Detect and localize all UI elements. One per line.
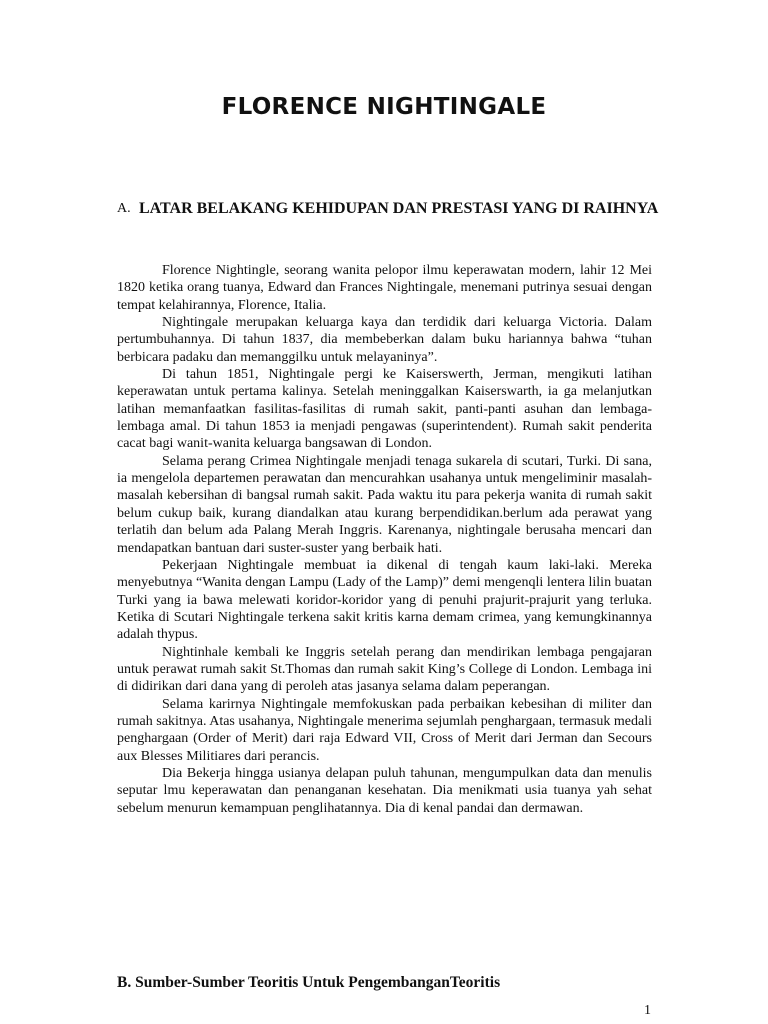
paragraph: Di tahun 1851, Nightingale pergi ke Kaiserswerth, Jerman, mengikuti latihan keperawatan untuk pertama kalinya. Setelah meninggalkan Kaiserswarth, ia ga melanjutkan latihan memanfaatkan fasilitas-fasilitas di rumah sakit, panti-panti asuhan dan lembaga-lembaga amal. Di tahun 1853 ia menjadi pengawas (superintendent). Rumah sakit penderita cacat bagi wanit-wanita keluarga bangsawan di London. xyxy=(117,367,652,452)
section-a-letter: A. xyxy=(117,201,131,216)
paragraph: Florence Nightingle, seorang wanita pelopor ilmu keperawatan modern, lahir 12 Mei 1820 ketika orang tuanya, Edward dan Frances Nightingale, menemani putrinya sesuai dengan tempat kelahirannya, Florence, Italia. xyxy=(117,263,652,313)
section-a xyxy=(117,197,662,221)
section-b-heading: B. Sumber-Sumber Teoritis Untuk PengembanganTeoritis xyxy=(117,974,501,991)
paragraph: Dia Bekerja hingga usianya delapan puluh tahunan, mengumpulkan data dan menulis seputar lmu keperawatan dan penanganan kesehatan. Dia menikmati usia tuanya yah sehat sebelum menurun kemampuan penglihatannya. Dia di kenal pandai dan dermawan. xyxy=(117,765,652,816)
paragraph: Selama perang Crimea Nightingale menjadi tenaga sukarela di scutari, Turki. Di sana, ia mengelola departemen perawatan dan mencurahkan usahanya untuk mengeliminir masalah-masalah kebersihan di bangsal rumah sakit. Pada waktu itu para pekerja wanita di rumah sakit belum cukup baik, kurang diandalkan atau kurang berpendidikan.berlum ada perawat yang terlatih dan belum ada Palang Merah Inggris. Karenanya, nightingale berusaha mencari dan mendapatkan bantuan dari suster-suster yang berbaik hati. xyxy=(117,453,652,556)
paragraph: Nightingale merupakan keluarga kaya dan terdidik dari keluarga Victoria. Dalam pertumbuhannya. Di tahun 1837, dia membeberkan dalam buku hariannya bahwa “tuhan berbicara padaku dan memanggilku untuk melayaninya”. xyxy=(117,315,652,365)
document-title: FLORENCE NIGHTINGALE xyxy=(221,94,547,120)
paragraph: Pekerjaan Nightingale membuat ia dikenal di tengah kaum laki-laki. Mereka menyebutnya “Wanita dengan Lampu (Lady of the Lamp)” demi mengenqli lentera lilin buatan Turki yang ia bawa melewati koridor-koridor yang di penuhi prajurit-prajurit yang terluka. Ketika di Scutari Nightingale terkena sakit kritis karna demam crimea, yang kemungkinannya adalah thypus. xyxy=(117,557,652,643)
page-number: 1 xyxy=(644,1003,651,1018)
paragraph: Selama karirnya Nightingale memfokuskan pada perbaikan kebesihan di militer dan rumah sakitnya. Atas usahanya, Nightingale menerima sejumlah penghargaan, termasuk medali penghargaan (Order of Merit) dari raja Edward VII, Cross of Merit dari Jerman dan Secours aux Blesses Militiares dari perancis. xyxy=(117,696,652,764)
section-a-heading: LATAR BELAKANG KEHIDUPAN DAN PRESTASI YANG DI RAIHNYA xyxy=(139,200,659,217)
section-a-body xyxy=(117,262,652,817)
paragraph: Nightinhale kembali ke Inggris setelah perang dan mendirikan lembaga pengajaran untuk perawat rumah sakit St.Thomas dan rumah sakit King’s College di London. Lembaga ini di didirikan dari dana yang di peroleh atas jasanya selama dalam peperangan. xyxy=(117,644,652,695)
